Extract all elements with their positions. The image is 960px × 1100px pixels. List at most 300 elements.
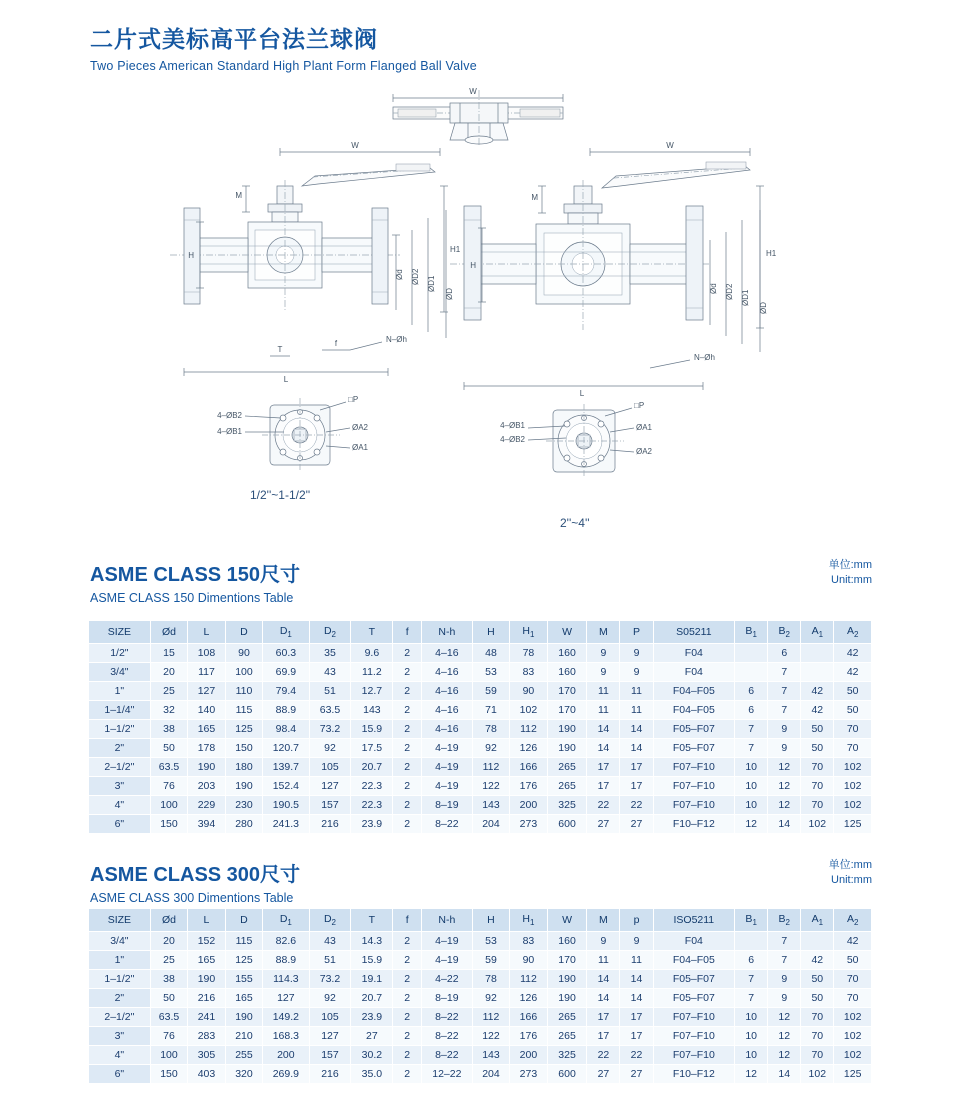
table-cell: 190 — [547, 739, 587, 758]
unit-cn-150: 单位:mm — [828, 559, 872, 571]
row-size-label: 1–1/2" — [89, 720, 151, 739]
unit-en-150: Unit:mm — [831, 573, 872, 586]
row-size-label: 3" — [89, 1027, 151, 1046]
table-cell: 2 — [393, 1046, 422, 1065]
table-cell: 152 — [188, 932, 225, 951]
svg-text:□P: □P — [348, 395, 359, 404]
table-cell: 10 — [735, 777, 768, 796]
table-cell: F07–F10 — [653, 777, 735, 796]
column-header-m: M — [587, 909, 620, 932]
table-cell: 12 — [768, 1008, 801, 1027]
svg-text:M: M — [235, 191, 242, 200]
table-cell: 90 — [510, 682, 547, 701]
column-header-h: H — [472, 909, 509, 932]
table-cell: 63.5 — [150, 758, 187, 777]
table-cell: 14 — [620, 970, 653, 989]
table-cell: 8–22 — [422, 1046, 473, 1065]
table-cell: F07–F10 — [653, 1046, 735, 1065]
table-cell: 8–19 — [422, 989, 473, 1008]
table-cell: 126 — [510, 739, 547, 758]
title-english: Two Pieces American Standard High Plant Form Flanged Ball Valve — [90, 58, 477, 73]
table-cell: 11 — [620, 951, 653, 970]
table-cell: 6 — [735, 682, 768, 701]
row-size-label: 2" — [89, 739, 151, 758]
row-size-label: 2–1/2" — [89, 1008, 151, 1027]
table-cell: 10 — [735, 796, 768, 815]
svg-text:Ød: Ød — [395, 269, 404, 280]
table-cell: 9 — [620, 932, 653, 951]
table-cell: 102 — [834, 1046, 872, 1065]
table-cell: 127 — [309, 1027, 351, 1046]
table-cell: 42 — [834, 663, 872, 682]
table-cell: 155 — [225, 970, 262, 989]
table-cell: 50 — [834, 951, 872, 970]
table-cell: 50 — [801, 989, 834, 1008]
column-header-iso5211: ISO5211 — [653, 909, 735, 932]
table-cell: 112 — [510, 720, 547, 739]
table-cell: 115 — [225, 701, 262, 720]
table-cell: 79.4 — [263, 682, 309, 701]
table-cell: F05–F07 — [653, 739, 735, 758]
table-cell: 27 — [620, 815, 653, 834]
table-cell: 168.3 — [263, 1027, 309, 1046]
table-cell: 180 — [225, 758, 262, 777]
table-cell: 92 — [472, 989, 509, 1008]
table-cell: 12 — [768, 1027, 801, 1046]
table-cell: 283 — [188, 1027, 225, 1046]
table-cell: 32 — [150, 701, 187, 720]
table-cell: 190 — [225, 777, 262, 796]
table-row — [89, 1046, 872, 1065]
table-body-300 — [89, 932, 872, 1084]
table-cell: 9 — [587, 932, 620, 951]
table-cell: 269.9 — [263, 1065, 309, 1084]
table-cell: 166 — [510, 758, 547, 777]
table-cell: 50 — [801, 739, 834, 758]
table-cell: 10 — [735, 1046, 768, 1065]
column-header-d2: $D_2$ — [309, 909, 351, 932]
table-cell: 4–16 — [422, 663, 473, 682]
column-header-a2: $A_2$ — [834, 621, 872, 644]
table-cell: 38 — [150, 970, 187, 989]
row-size-label: 2" — [89, 989, 151, 1008]
table-cell: 8–22 — [422, 815, 473, 834]
table-cell: 35.0 — [351, 1065, 393, 1084]
table-row — [89, 682, 872, 701]
row-size-label: 1/2" — [89, 644, 151, 663]
table-cell: F07–F10 — [653, 758, 735, 777]
table-cell: 12 — [768, 758, 801, 777]
column-header-d: D — [225, 909, 262, 932]
table-cell: 12.7 — [351, 682, 393, 701]
table-cell: 35 — [309, 644, 351, 663]
table-cell: 9 — [768, 720, 801, 739]
table-row — [89, 701, 872, 720]
row-size-label: 1–1/2" — [89, 970, 151, 989]
table-cell: F04–F05 — [653, 682, 735, 701]
table-cell: 6 — [735, 701, 768, 720]
table-cell: 14 — [587, 739, 620, 758]
table-cell: 9 — [768, 970, 801, 989]
table-cell: 125 — [834, 1065, 872, 1084]
column-header-d1: $D_1$ — [263, 621, 309, 644]
table-cell: 7 — [768, 682, 801, 701]
table-cell: 150 — [150, 1065, 187, 1084]
table-cell: 27 — [620, 1065, 653, 1084]
table-cell: 403 — [188, 1065, 225, 1084]
table-cell: 7 — [735, 739, 768, 758]
table-cell: 600 — [547, 815, 587, 834]
table-cell: 160 — [547, 932, 587, 951]
table-cell: 265 — [547, 758, 587, 777]
row-size-label: 1–1/4" — [89, 701, 151, 720]
table-cell: 120.7 — [263, 739, 309, 758]
table-cell: 14 — [587, 989, 620, 1008]
title-chinese: 二片式美标高平台法兰球阀 — [90, 26, 378, 52]
table-cell: 88.9 — [263, 951, 309, 970]
table-cell: 157 — [309, 796, 351, 815]
svg-text:4–ØB1: 4–ØB1 — [500, 421, 525, 430]
table-cell: 100 — [225, 663, 262, 682]
table-cell: 2 — [393, 1027, 422, 1046]
column-header-b1: $B_1$ — [735, 621, 768, 644]
column-header-f: f — [393, 621, 422, 644]
table-cell: 229 — [188, 796, 225, 815]
table-cell: 20.7 — [351, 989, 393, 1008]
table-cell: 76 — [150, 777, 187, 796]
table-cell: 2 — [393, 1008, 422, 1027]
svg-text:ØD1: ØD1 — [427, 275, 436, 292]
right-elevation-view — [450, 141, 777, 398]
table-cell: 190 — [547, 720, 587, 739]
table-cell — [801, 663, 834, 682]
column-header-n-h: N-h — [422, 621, 473, 644]
table-cell: 15 — [150, 644, 187, 663]
table-cell: 7 — [768, 701, 801, 720]
row-size-label: 6" — [89, 815, 151, 834]
column-header-f: f — [393, 909, 422, 932]
svg-text:ØD: ØD — [759, 302, 768, 314]
table-cell: 9 — [587, 663, 620, 682]
table-cell: 51 — [309, 951, 351, 970]
svg-text:ØD2: ØD2 — [725, 283, 734, 300]
row-size-label: 1" — [89, 682, 151, 701]
table-cell: 2 — [393, 970, 422, 989]
table-cell: 2 — [393, 644, 422, 663]
table-cell: 9 — [587, 644, 620, 663]
flange-large-caption: 2''~4'' — [560, 516, 590, 530]
column-header-w: W — [547, 621, 587, 644]
table-cell: 70 — [801, 777, 834, 796]
column-header-m: M — [587, 621, 620, 644]
table-cell: 117 — [188, 663, 225, 682]
table-cell: 165 — [188, 951, 225, 970]
table-cell: 320 — [225, 1065, 262, 1084]
table-cell: 7 — [735, 970, 768, 989]
svg-text:W: W — [469, 87, 477, 96]
table-cell: F05–F07 — [653, 720, 735, 739]
table-cell: 2 — [393, 932, 422, 951]
table-cell: 102 — [834, 1008, 872, 1027]
table-cell: 102 — [801, 1065, 834, 1084]
svg-text:ØA2: ØA2 — [636, 447, 653, 456]
table-cell: 25 — [150, 951, 187, 970]
table-cell: 42 — [834, 932, 872, 951]
table-cell: 230 — [225, 796, 262, 815]
table-cell: 166 — [510, 1008, 547, 1027]
table-cell: 43 — [309, 663, 351, 682]
table-cell: 70 — [834, 739, 872, 758]
table-cell: 50 — [801, 970, 834, 989]
svg-text:ØA1: ØA1 — [352, 443, 369, 452]
table-cell: 88.9 — [263, 701, 309, 720]
section-300-title-en: ASME CLASS 300 Dimentions Table — [90, 891, 294, 905]
svg-text:ØA2: ØA2 — [352, 423, 369, 432]
table-cell: 325 — [547, 1046, 587, 1065]
unit-cn-300: 单位:mm — [828, 859, 872, 871]
table-row — [89, 663, 872, 682]
svg-text:Ød: Ød — [709, 283, 718, 294]
table-cell: 2 — [393, 796, 422, 815]
table-cell: 22.3 — [351, 796, 393, 815]
table-cell: 22 — [587, 1046, 620, 1065]
table-row — [89, 970, 872, 989]
table-cell: 105 — [309, 758, 351, 777]
table-cell: 7 — [768, 663, 801, 682]
table-cell: 204 — [472, 815, 509, 834]
table-cell: 112 — [472, 758, 509, 777]
table-cell: 2 — [393, 989, 422, 1008]
table-cell: 102 — [834, 796, 872, 815]
table-cell: 14 — [768, 815, 801, 834]
table-cell: 4–19 — [422, 932, 473, 951]
table-cell: 325 — [547, 796, 587, 815]
table-cell: 7 — [735, 989, 768, 1008]
table-cell: 78 — [472, 720, 509, 739]
flange-pattern-small — [217, 395, 368, 472]
table-cell: 42 — [801, 951, 834, 970]
table-cell: 170 — [547, 682, 587, 701]
table-cell: 14 — [620, 720, 653, 739]
row-size-label: 6" — [89, 1065, 151, 1084]
svg-text:ØD2: ØD2 — [411, 268, 420, 285]
table-cell: 150 — [150, 815, 187, 834]
table-cell: 17 — [587, 1027, 620, 1046]
table-cell: 70 — [801, 758, 834, 777]
section-150-title-en: ASME CLASS 150 Dimentions Table — [90, 591, 294, 605]
table-cell: 255 — [225, 1046, 262, 1065]
table-cell: 92 — [472, 739, 509, 758]
table-cell: 7 — [768, 932, 801, 951]
table-cell: 12 — [735, 815, 768, 834]
table-cell: 30.2 — [351, 1046, 393, 1065]
table-cell: 280 — [225, 815, 262, 834]
table-cell: 23.9 — [351, 815, 393, 834]
column-header-h1: $H_1$ — [510, 621, 547, 644]
table-cell: 8–22 — [422, 1008, 473, 1027]
row-size-label: 3/4" — [89, 663, 151, 682]
table-cell: 17 — [620, 1008, 653, 1027]
row-size-label: 4" — [89, 1046, 151, 1065]
table-cell: 122 — [472, 1027, 509, 1046]
technical-drawing — [150, 80, 850, 540]
table-row — [89, 758, 872, 777]
row-size-label: 1" — [89, 951, 151, 970]
table-cell: 190 — [188, 970, 225, 989]
table-cell: 2 — [393, 1065, 422, 1084]
table-cell: 7 — [768, 951, 801, 970]
table-cell: 70 — [801, 1008, 834, 1027]
table-row — [89, 739, 872, 758]
section-heading-300 — [90, 858, 300, 905]
table-cell: 110 — [225, 682, 262, 701]
table-cell: 17 — [587, 758, 620, 777]
section-300-title-cn: ASME CLASS 300尺寸 — [90, 864, 301, 886]
table-cell: 200 — [510, 796, 547, 815]
table-cell: 125 — [225, 951, 262, 970]
table-cell: F04 — [653, 644, 735, 663]
table-cell: 8–19 — [422, 796, 473, 815]
svg-text:H1: H1 — [450, 245, 461, 254]
table-cell: 69.9 — [263, 663, 309, 682]
table-cell: 190.5 — [263, 796, 309, 815]
svg-text:4–ØB1: 4–ØB1 — [217, 427, 242, 436]
column-header-b1: $B_1$ — [735, 909, 768, 932]
column-header-d: D — [225, 621, 262, 644]
table-cell: 42 — [834, 644, 872, 663]
table-cell: 27 — [587, 1065, 620, 1084]
table-cell: 102 — [834, 1027, 872, 1046]
table-cell: 7 — [735, 720, 768, 739]
table-cell: 51 — [309, 682, 351, 701]
table-cell — [735, 932, 768, 951]
table-cell: 143 — [351, 701, 393, 720]
table-cell: 70 — [801, 1046, 834, 1065]
table-cell: 11 — [620, 701, 653, 720]
table-cell: 305 — [188, 1046, 225, 1065]
table-cell: 14.3 — [351, 932, 393, 951]
table-cell: 60.3 — [263, 644, 309, 663]
table-cell: 92 — [309, 739, 351, 758]
column-header-b2: $B_2$ — [768, 909, 801, 932]
table-cell: 48 — [472, 644, 509, 663]
table-cell: F05–F07 — [653, 989, 735, 1008]
table-cell: 2 — [393, 682, 422, 701]
table-cell: 150 — [225, 739, 262, 758]
table-cell: 82.6 — [263, 932, 309, 951]
table-cell: 190 — [547, 989, 587, 1008]
table-cell: 42 — [801, 682, 834, 701]
table-cell: 190 — [547, 970, 587, 989]
column-header-b2: $B_2$ — [768, 621, 801, 644]
column-header-size: SIZE — [89, 909, 151, 932]
table-cell: F04–F05 — [653, 951, 735, 970]
column-header--d: Ød — [150, 909, 187, 932]
table-cell: 165 — [225, 989, 262, 1008]
row-size-label: 4" — [89, 796, 151, 815]
table-cell: 9 — [768, 989, 801, 1008]
table-cell: 200 — [263, 1046, 309, 1065]
table-cell: 112 — [472, 1008, 509, 1027]
column-header-p: P — [620, 621, 653, 644]
table-cell: 50 — [801, 720, 834, 739]
table-cell: 203 — [188, 777, 225, 796]
table-cell: 216 — [309, 815, 351, 834]
table-cell: 9 — [620, 663, 653, 682]
table-cell: 22 — [587, 796, 620, 815]
table-cell: 160 — [547, 644, 587, 663]
table-cell: 9 — [768, 739, 801, 758]
table-cell: 83 — [510, 932, 547, 951]
table-cell: F07–F10 — [653, 1027, 735, 1046]
table-cell: 178 — [188, 739, 225, 758]
table-cell: 59 — [472, 951, 509, 970]
table-cell: 112 — [510, 970, 547, 989]
table-cell: 176 — [510, 777, 547, 796]
table-cell: 143 — [472, 1046, 509, 1065]
table-cell: 10 — [735, 758, 768, 777]
column-header-a1: $A_1$ — [801, 909, 834, 932]
table-cell: 23.9 — [351, 1008, 393, 1027]
table-cell: 11 — [587, 701, 620, 720]
table-cell: 216 — [309, 1065, 351, 1084]
svg-text:H: H — [470, 261, 476, 270]
table-cell: 125 — [834, 815, 872, 834]
svg-text:4–ØB2: 4–ØB2 — [217, 411, 242, 420]
unit-en-300: Unit:mm — [831, 873, 872, 886]
column-header-l: L — [188, 909, 225, 932]
table-cell: 14 — [620, 739, 653, 758]
unit-note-150 — [829, 558, 872, 588]
table-cell: 20 — [150, 932, 187, 951]
table-cell: 4–19 — [422, 777, 473, 796]
table-cell: 108 — [188, 644, 225, 663]
table-cell: F10–F12 — [653, 815, 735, 834]
table-cell: 394 — [188, 815, 225, 834]
page-title — [90, 26, 477, 73]
section-150-title-cn: ASME CLASS 150尺寸 — [90, 564, 301, 586]
table-cell: 42 — [801, 701, 834, 720]
table-cell: 78 — [472, 970, 509, 989]
table-cell: 4–16 — [422, 682, 473, 701]
table-cell: 105 — [309, 1008, 351, 1027]
table-cell: 76 — [150, 1027, 187, 1046]
row-size-label: 3/4" — [89, 932, 151, 951]
table-cell: 27 — [587, 815, 620, 834]
column-header-a1: $A_1$ — [801, 621, 834, 644]
table-cell: 9.6 — [351, 644, 393, 663]
table-cell: 2 — [393, 758, 422, 777]
table-cell: 11 — [587, 951, 620, 970]
column-header-a2: $A_2$ — [834, 909, 872, 932]
table-cell: 50 — [150, 989, 187, 1008]
table-cell: 70 — [834, 970, 872, 989]
section-heading-150 — [90, 558, 300, 605]
table-cell: F07–F10 — [653, 1008, 735, 1027]
table-cell: 17 — [587, 1008, 620, 1027]
table-cell: 6 — [735, 951, 768, 970]
table-cell: 600 — [547, 1065, 587, 1084]
table-cell: 63.5 — [150, 1008, 187, 1027]
table-cell: 12–22 — [422, 1065, 473, 1084]
table-cell: 92 — [309, 989, 351, 1008]
table-cell: 4–22 — [422, 970, 473, 989]
table-cell: 78 — [510, 644, 547, 663]
table-cell — [801, 932, 834, 951]
table-cell: 122 — [472, 777, 509, 796]
table-cell: 2 — [393, 663, 422, 682]
table-cell: 12 — [768, 796, 801, 815]
